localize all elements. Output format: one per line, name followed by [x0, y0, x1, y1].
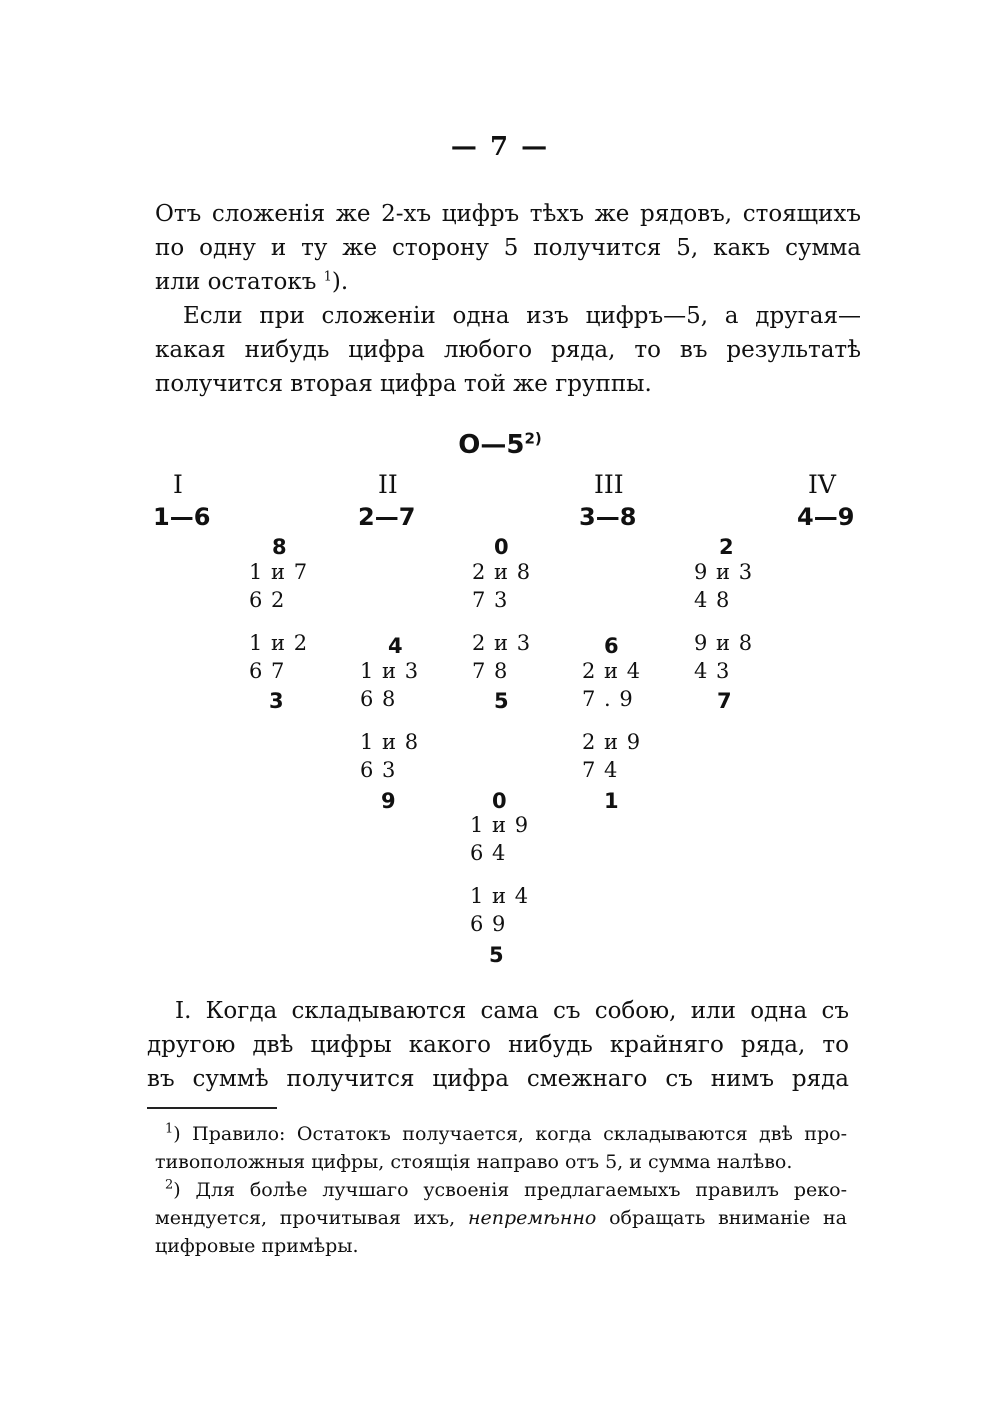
digit-pair: 4 3 [694, 659, 731, 683]
digit-pair: 7 . 9 [582, 687, 634, 711]
digit-pair: 1 и 2 [249, 631, 309, 655]
footnote-2-line: цифровые примѣры. [155, 1235, 359, 1257]
roman-numeral-1: I [173, 470, 183, 499]
digit-pair: 1 и 8 [360, 730, 420, 754]
page-number: — 7 — [450, 132, 550, 162]
result-digit: 2 [719, 535, 734, 559]
footnote-ref-2[interactable]: 2) [524, 429, 542, 448]
footnote-2-line: $^2$) Для болѣе лучшаго усвоенія предлагаемыхъ правилъ реко- [165, 1177, 847, 1201]
digit-pair: 2 и 8 [472, 560, 532, 584]
digit-pair: 1 и 3 [360, 659, 420, 683]
footnote-ref-1[interactable]: 1 [323, 269, 332, 285]
footnote-2-mark: 2 [165, 1177, 174, 1193]
footnote-1 [155, 1120, 847, 1176]
result-digit: 6 [604, 634, 619, 658]
digit-pair: 7 3 [472, 588, 509, 612]
digit-pair: 6 3 [360, 758, 397, 782]
paragraph-1-line: по одну и ту же сторону 5 получится 5, какъ сумма [155, 235, 861, 261]
result-digit: 5 [494, 689, 509, 713]
result-digit: 0 [492, 789, 507, 813]
digit-pair: 4 8 [694, 588, 731, 612]
emphasis-word: непремѣнно [467, 1207, 597, 1229]
digit-pair: 6 2 [249, 588, 286, 612]
result-digit: 1 [604, 789, 619, 813]
row-label-2-7: 2—7 [358, 503, 416, 531]
result-digit: 9 [381, 789, 396, 813]
digit-pair: 2 и 4 [582, 659, 642, 683]
digit-pair: 6 8 [360, 687, 397, 711]
paragraph-2-line: какая нибудь цифра любого ряда, то въ результатѣ [155, 337, 861, 363]
digit-pair: 1 и 7 [249, 560, 309, 584]
digit-pair: 7 4 [582, 758, 619, 782]
footnote-1-mark: 1 [165, 1121, 174, 1137]
paragraph-3 [147, 994, 849, 1096]
paragraph-3-line: I. Когда складываются сама съ собою, или одна съ [175, 998, 849, 1024]
digit-pair: 6 7 [249, 659, 286, 683]
paragraph-3-line: другою двѣ цифры какого нибудь крайняго ряда, то [147, 1032, 849, 1058]
footnote-divider [147, 1107, 277, 1109]
paragraph-1-line: Отъ сложенія же 2-хъ цифръ тѣхъ же рядовъ, стоящихъ [155, 201, 861, 227]
footnote-2 [155, 1176, 847, 1260]
result-digit: 3 [269, 689, 284, 713]
digit-pair: 7 8 [472, 659, 509, 683]
digit-pair: 2 и 3 [472, 631, 532, 655]
roman-numeral-2: II [378, 470, 398, 499]
row-label-4-9: 4—9 [797, 503, 855, 531]
paragraph-2-line: получится вторая цифра той же группы. [155, 371, 652, 397]
digit-pair: 9 и 3 [694, 560, 754, 584]
paragraph-2 [155, 299, 861, 401]
result-digit: 4 [388, 634, 403, 658]
result-digit: 5 [489, 943, 504, 967]
roman-numeral-4: IV [808, 470, 836, 499]
row-label-3-8: 3—8 [579, 503, 637, 531]
footnote-2-line: мендуется, прочитывая ихъ, непремѣнно обращать вниманіе на [155, 1207, 847, 1229]
digit-pair: 6 4 [470, 841, 507, 865]
digit-pair: 2 и 9 [582, 730, 642, 754]
paragraph-1 [155, 197, 861, 299]
paragraph-3-line: въ суммѣ получится цифра смежнаго съ нимъ ряда [147, 1066, 849, 1092]
result-digit: 7 [717, 689, 732, 713]
result-digit: 8 [272, 535, 287, 559]
footnote-1-line: тивоположныя цифры, стоящія направо отъ 5, и сумма налѣво. [155, 1151, 793, 1173]
digit-pair: 1 и 4 [470, 884, 530, 908]
digit-pair: 1 и 9 [470, 813, 530, 837]
digit-pair: 9 и 8 [694, 631, 754, 655]
digit-pair: 6 9 [470, 912, 507, 936]
roman-numeral-3: III [594, 470, 624, 499]
diagram-title: O—5$^{2)}$ [458, 429, 542, 460]
footnote-1-line: $^1$) Правило: Остатокъ получается, когда складываются двѣ про- [165, 1121, 847, 1145]
result-digit: 0 [494, 535, 509, 559]
paragraph-2-line: Если при сложеніи одна изъ цифръ—5, а другая— [183, 303, 861, 329]
row-label-1-6: 1—6 [153, 503, 211, 531]
paragraph-1-line: или остатокъ $^1$). [155, 269, 349, 295]
